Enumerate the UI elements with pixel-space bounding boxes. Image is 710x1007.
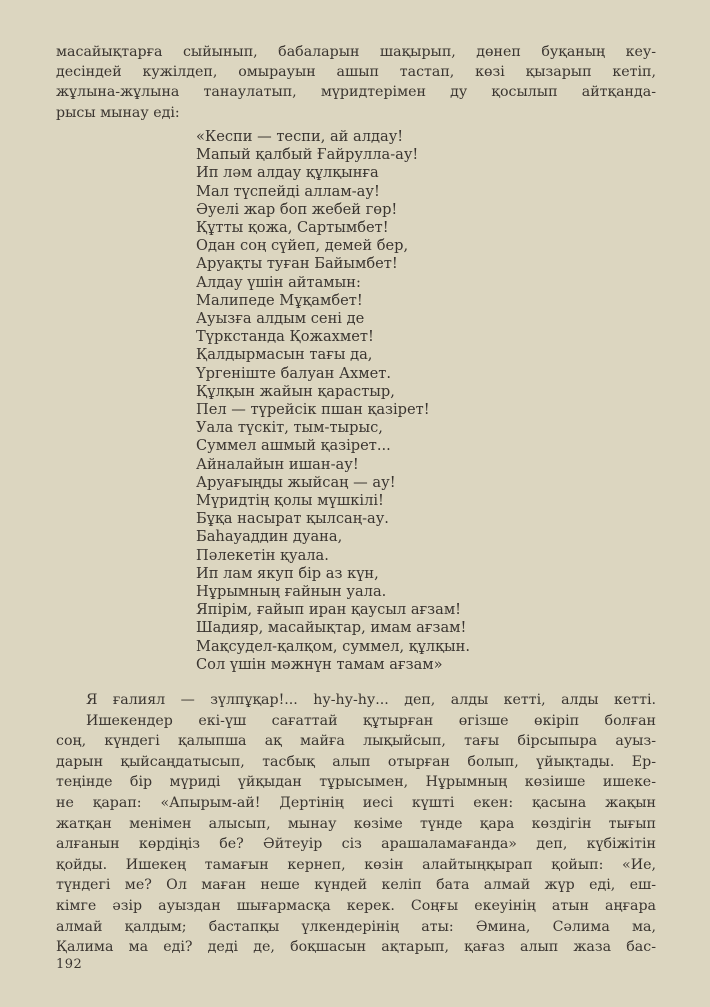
poem-line: Аруақты туған Байымбет!	[196, 255, 398, 273]
poem-line: Аруағыңды жыйсаң — ау!	[196, 473, 396, 491]
text-line: қойды. Ишекең тамағын кернеп, көзін алайтыңқырап қойып: «Ие,	[56, 856, 656, 873]
text-line: жатқан менімен алысып, мынау көзіме түнде қара көздігін тығып	[56, 815, 656, 832]
text-line: Қалима ма еді? деді де, боқшасын ақтарып, қағаз алып жаза бас-	[56, 939, 656, 956]
paragraph-top	[56, 42, 656, 123]
text-line: Ишекендер екі-үш сағаттай құтырған өгізше өкіріп болған	[86, 712, 656, 729]
poem-line: Нұрымның ғайнын уала.	[196, 583, 387, 601]
poem-line: Пәлекетін қуала.	[196, 546, 329, 564]
poem-line: Әуелі жар боп жебей гөр!	[196, 200, 398, 218]
text-line: Я ғалиял — зүлпұқар!... һу-һу-һу... деп, алды кетті, алды кетті.	[86, 692, 656, 708]
poem-line: Құтты қожа, Сартымбет!	[196, 219, 389, 237]
poem-block	[196, 128, 470, 674]
poem-line: Айналайын ишан-ау!	[196, 455, 359, 473]
text-line: жұлына-жұлына танаулатып, мүридтерімен ду қосылып айтқанда-	[56, 84, 656, 101]
poem-line: Ип ләм алдау құлқынға	[196, 164, 379, 182]
poem-line: Түркстанда Қожахмет!	[196, 328, 374, 346]
text-line: алғанын көрдіңіз бе? Әйтеуір сіз арашаламағанда» деп, күбіжітін	[56, 836, 656, 853]
poem-line: Шадияр, масайықтар, имам ағзам!	[196, 619, 467, 637]
page-number: 192	[56, 957, 83, 972]
poem-line: Суммел ашмый қазірет...	[196, 437, 391, 455]
text-line: десіндей кужілдеп, омырауын ашып тастап, көзі қызарып кетіп,	[56, 64, 656, 81]
poem-line: Алдау үшін айтамын:	[196, 273, 361, 291]
poem-line: Малипеде Мұқамбет!	[196, 291, 363, 309]
text-line: кімге әзір ауыздан шығармасқа керек. Соңғы екеуінің атын аңғара	[56, 897, 656, 914]
poem-line: «Кеспи — теспи, ай алдау!	[196, 128, 404, 145]
poem-line: Ауызға алдым сені де	[196, 310, 365, 328]
poem-line: Япірім, ғайып иран қаусыл ағзам!	[196, 601, 462, 619]
text-line: масайықтарға сыйынып, бабаларын шақырып, дөнеп буқаның кеу-	[56, 44, 656, 60]
poem-line: Пел — түрейсік пшан қазірет!	[196, 401, 430, 419]
text-line: алмай қалдым; бастапқы үлкендерінің аты: Әмина, Сәлима ма,	[56, 918, 656, 935]
poem-line: Уала түскіт, тым-тырыс,	[196, 419, 383, 437]
text-line: рысы мынау еді:	[56, 104, 180, 121]
text-line: соң, күндегі қалыпша ақ майға лықыйсып, тағы бірсыпыра ауыз-	[56, 733, 656, 750]
poem-line: Сол үшін мәжнүн тамам ағзам»	[196, 655, 443, 673]
poem-line: Мүридтің қолы мүшкілі!	[196, 492, 384, 510]
text-line: дарын қыйсаңдатысып, тасбық алып отырған болып, үйықтады. Ер-	[56, 753, 656, 770]
poem-line: Мал түспейді аллам-ау!	[196, 182, 380, 200]
poem-line: Бұқа насырат қылсаң-ау.	[196, 510, 389, 528]
poem-line: Одан соң сүйеп, демей бер,	[196, 237, 409, 255]
text-line: не қарап: «Апырым-ай! Дертінің иесі күшті екен: қасына жақын	[56, 794, 656, 811]
poem-line: Құлқын жайын қарастыр,	[196, 382, 395, 400]
poem-line: Ип лам якуп бір аз күн,	[196, 564, 379, 582]
paragraph-bottom	[56, 690, 656, 958]
poem-line: Үргеніште балуан Ахмет.	[196, 364, 391, 382]
poem-line: Қалдырмасын тағы да,	[196, 346, 373, 364]
poem-line: Мақсудел-қалқом, суммел, құлқын.	[196, 637, 470, 655]
poem-line: Мапый қалбый Ғайрулла-ау!	[196, 146, 419, 164]
poem-line: Баһауаддин дуана,	[196, 528, 343, 546]
text-line: теңінде бір мүриді үйқыдан тұрысымен, Нұрымның көзіише ишеке-	[56, 774, 656, 791]
text-line: түндегі ме? Ол маған неше күндей келіп бата алмай жүр еді, еш-	[56, 877, 656, 894]
